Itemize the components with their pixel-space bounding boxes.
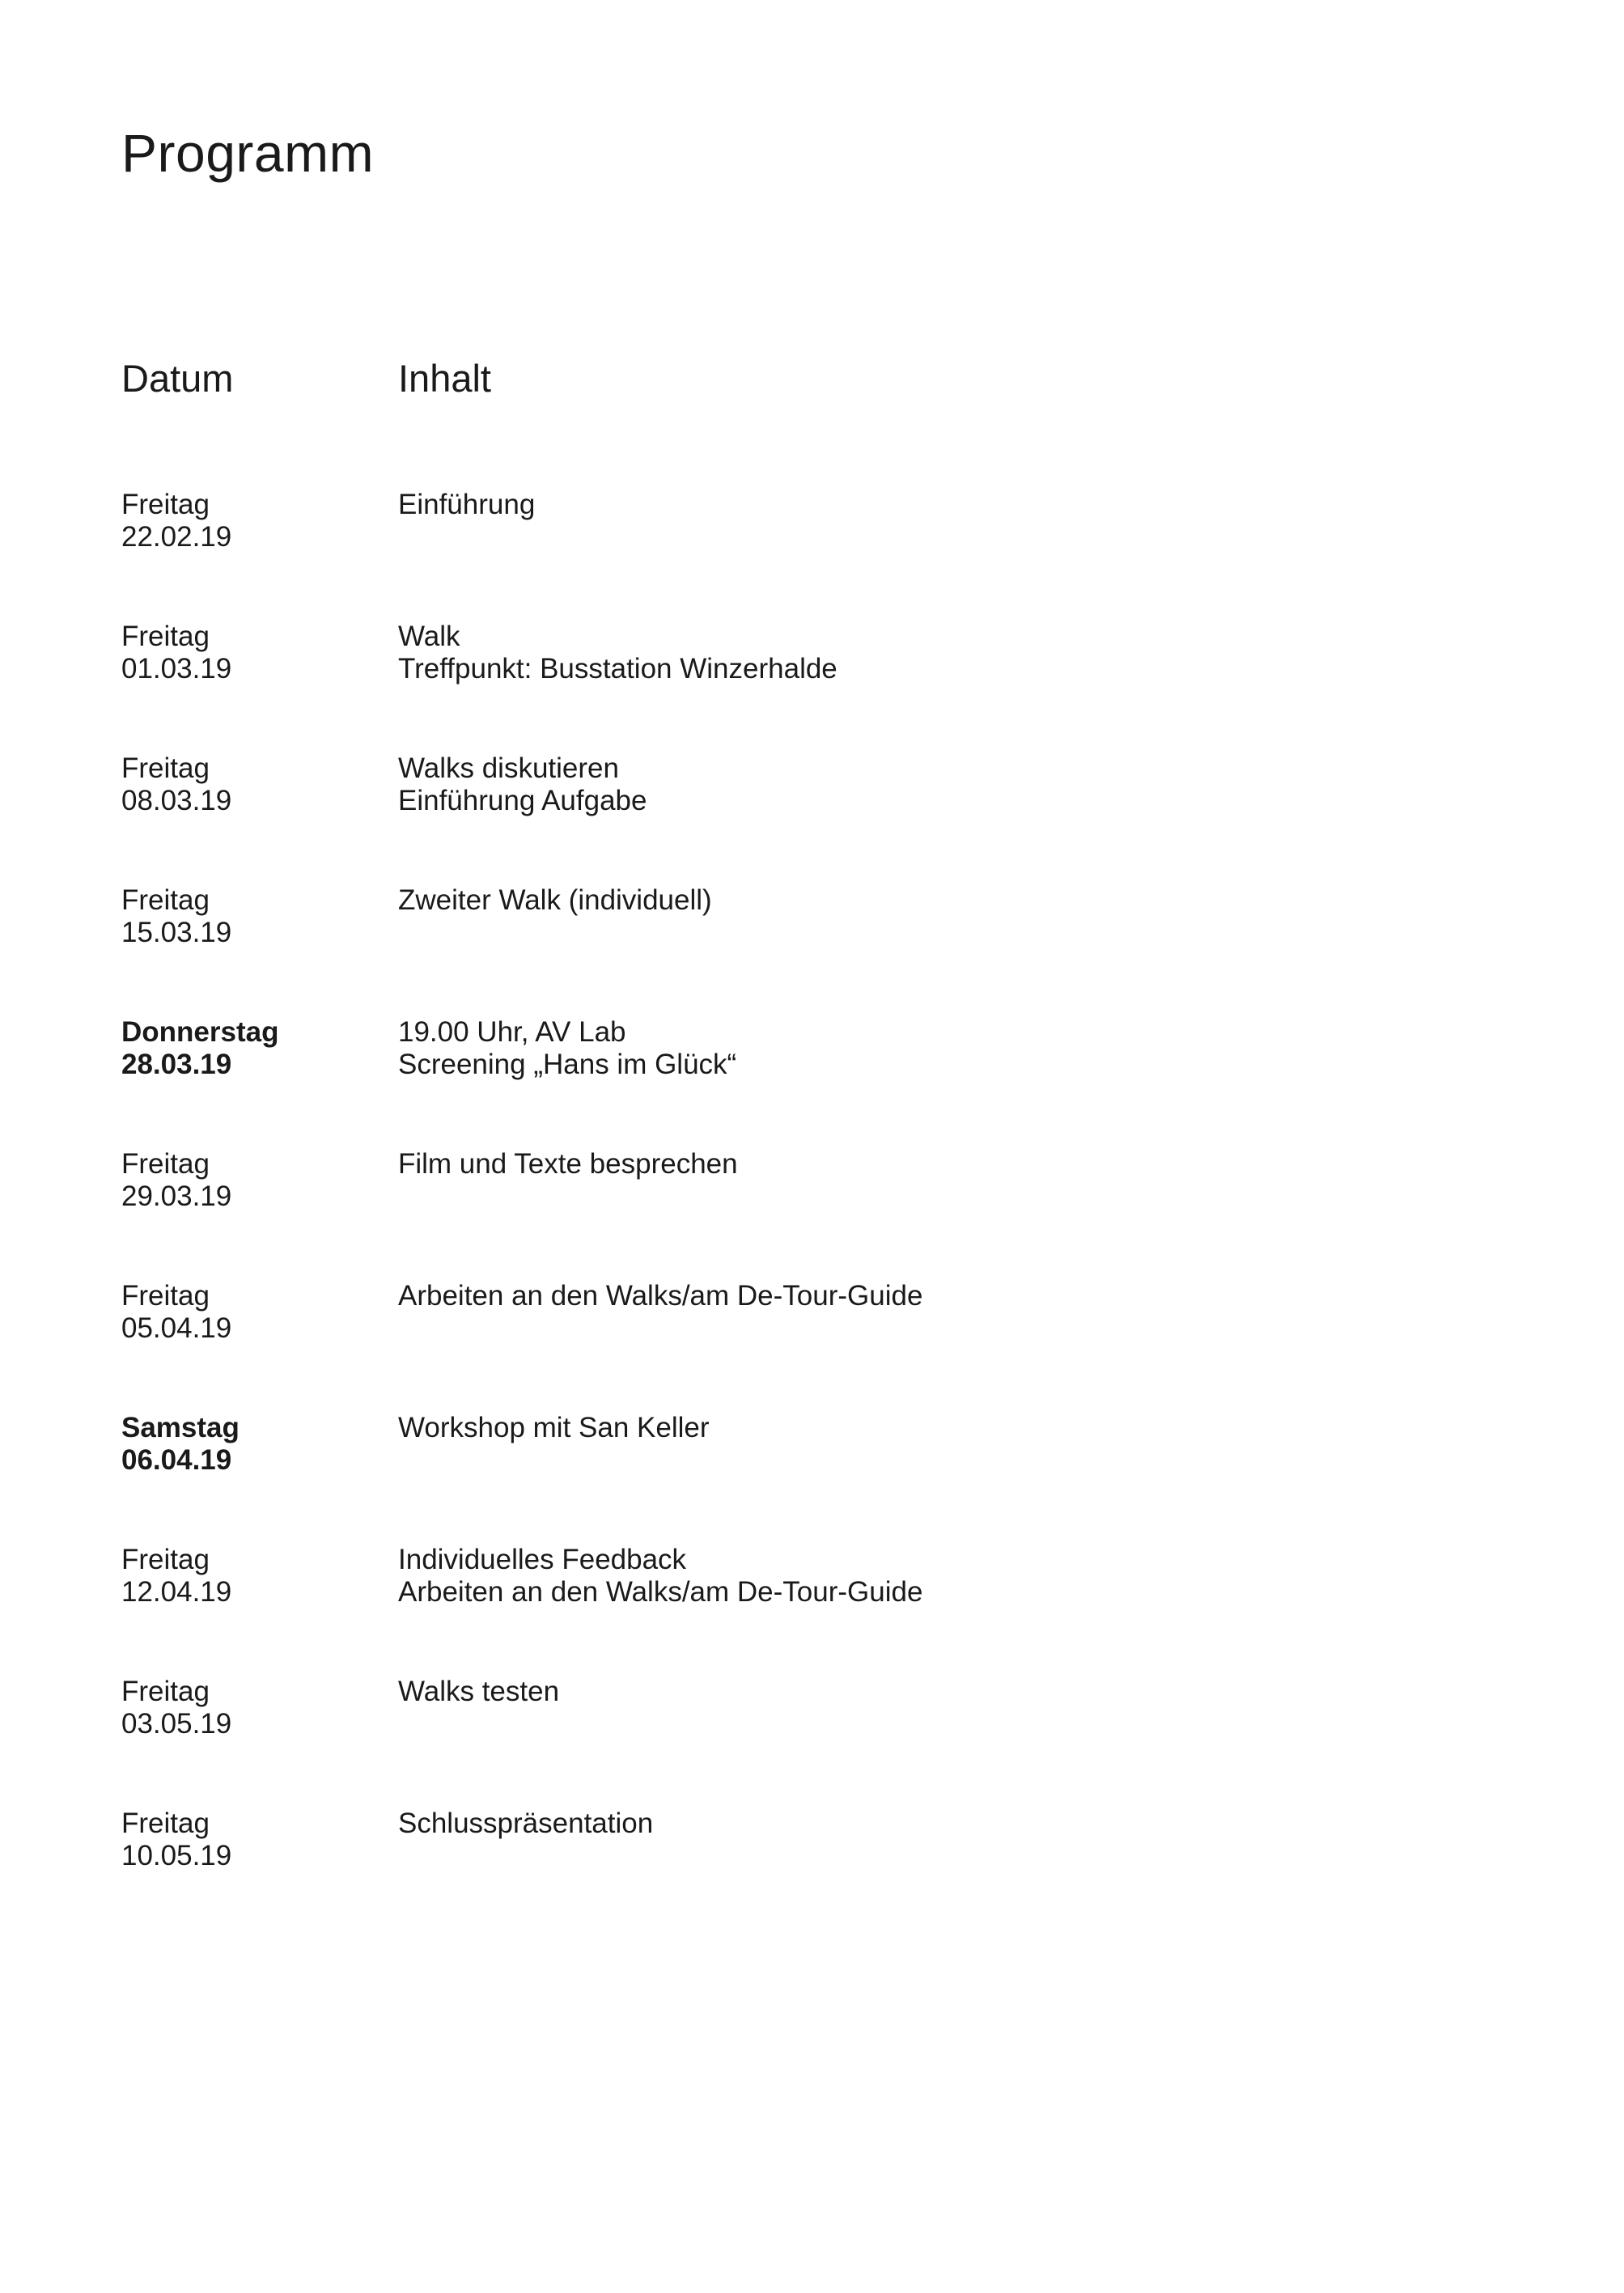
row-date-cell [121,1280,398,1412]
schedule-row [121,1148,1497,1280]
row-content-line-1: Einführung [398,489,536,520]
row-weekday: Samstag [121,1412,240,1443]
row-content-cell [398,489,1497,621]
row-date-cell [121,752,398,884]
row-date-cell [121,884,398,1016]
schedule-row [121,1544,1497,1676]
schedule-row [121,752,1497,884]
row-weekday: Freitag [121,752,210,784]
schedule-row [121,489,1497,621]
row-date: 15.03.19 [121,917,232,948]
row-content-line-1: Walks diskutieren [398,752,619,784]
row-weekday: Freitag [121,1676,210,1707]
row-date: 03.05.19 [121,1708,232,1740]
row-date: 06.04.19 [121,1444,232,1476]
row-content-line-1: Walk [398,621,460,652]
row-weekday: Freitag [121,1544,210,1575]
schedule-row [121,1808,1497,1939]
row-content-line-2: Arbeiten an den Walks/am De-Tour-Guide [398,1576,923,1608]
schedule-row [121,1280,1497,1412]
row-weekday: Freitag [121,1808,210,1839]
row-date-cell [121,1808,398,1939]
row-date: 22.02.19 [121,521,232,553]
row-date-cell [121,1412,398,1544]
row-date-cell [121,489,398,621]
schedule-row [121,884,1497,1016]
table-header [121,356,1497,401]
row-content-cell [398,1016,1497,1148]
date-column-header: Datum [121,357,234,400]
row-weekday: Freitag [121,1148,210,1180]
schedule-list [121,489,1497,1939]
row-content-cell [398,621,1497,752]
row-date: 08.03.19 [121,785,232,816]
row-content-line-2: Screening „Hans im Glück“ [398,1049,737,1080]
page-title: Programm [121,123,375,183]
row-weekday: Freitag [121,1280,210,1312]
row-content-cell [398,752,1497,884]
row-date-cell [121,1544,398,1676]
row-date: 05.04.19 [121,1312,232,1344]
row-content-cell [398,1412,1497,1544]
schedule-row [121,1412,1497,1544]
row-weekday: Freitag [121,489,210,520]
row-content-line-1: Schlusspräsentation [398,1808,654,1839]
row-content-line-2: Treffpunkt: Busstation Winzerhalde [398,653,837,685]
row-content-cell [398,884,1497,1016]
row-content-line-1: Arbeiten an den Walks/am De-Tour-Guide [398,1280,923,1312]
row-content-line-2: Einführung Aufgabe [398,785,647,816]
row-date-cell [121,1148,398,1280]
schedule-row [121,1016,1497,1148]
row-content-line-1: 19.00 Uhr, AV Lab [398,1016,626,1048]
row-content-line-1: Workshop mit San Keller [398,1412,710,1443]
schedule-row [121,1676,1497,1808]
row-content-cell [398,1148,1497,1280]
row-weekday: Donnerstag [121,1016,279,1048]
row-date: 29.03.19 [121,1180,232,1212]
row-date: 28.03.19 [121,1049,232,1080]
row-content-line-1: Film und Texte besprechen [398,1148,738,1180]
row-content-cell [398,1676,1497,1808]
row-content-line-1: Walks testen [398,1676,560,1707]
row-date: 12.04.19 [121,1576,232,1608]
row-content-cell [398,1544,1497,1676]
schedule-row [121,621,1497,752]
row-content-cell [398,1280,1497,1412]
row-date: 10.05.19 [121,1840,232,1871]
row-date-cell [121,1676,398,1808]
content-column-header: Inhalt [398,357,491,400]
row-weekday: Freitag [121,884,210,916]
row-content-line-1: Individuelles Feedback [398,1544,687,1575]
row-date-cell [121,621,398,752]
row-date: 01.03.19 [121,653,232,685]
row-content-cell [398,1808,1497,1939]
row-content-line-1: Zweiter Walk (individuell) [398,884,712,916]
row-weekday: Freitag [121,621,210,652]
row-date-cell [121,1016,398,1148]
